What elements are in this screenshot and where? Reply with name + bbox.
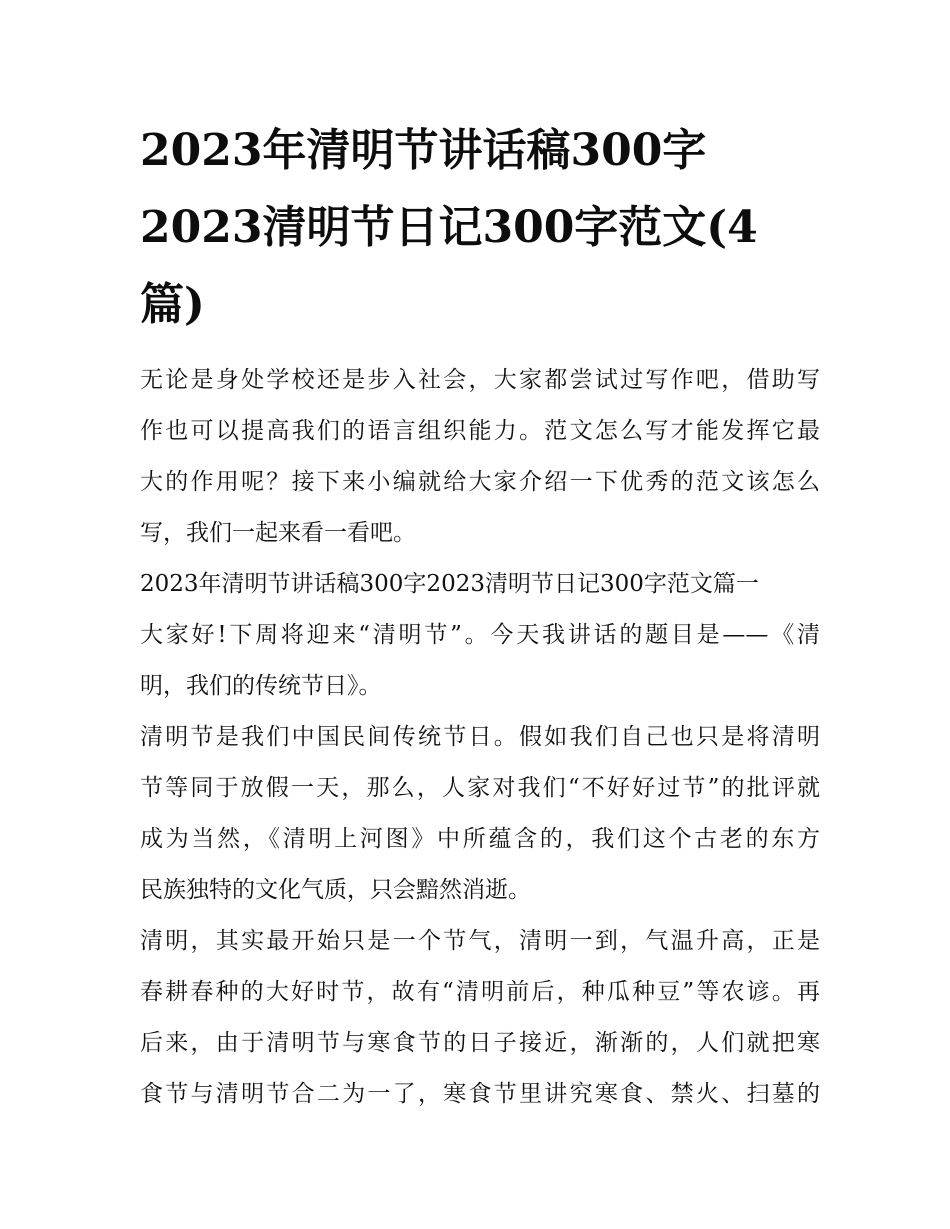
greeting-line-2: 明，我们的传统节日》。 [140,673,382,699]
history-line-1: 清明，其实最开始只是一个节气，清明一到，气温升高，正是 [140,928,820,954]
intro-line-4: 写，我们一起来看一看吧。 [140,520,416,546]
section-heading-line: 2023年清明节讲话稿300字2023清明节日记300字范文篇一 [140,571,759,597]
history-line-3: 后来，由于清明节与寒食节的日子接近，渐渐的，人们就把寒 [140,1030,820,1056]
history-paragraph [140,916,820,1120]
history-line-2: 春耕春种的大好时节，故有“清明前后，种瓜种豆”等农谚。再 [140,979,820,1005]
tradition-paragraph [140,712,820,916]
section-heading-paragraph [140,559,820,610]
history-line-4: 食节与清明节合二为一了，寒食节里讲究寒食、禁火、扫墓的 [140,1081,820,1107]
document-title [140,112,830,343]
intro-line-2: 作也可以提高我们的语言组织能力。范文怎么写才能发挥它最 [140,418,820,444]
intro-paragraph [140,355,820,559]
tradition-line-3: 成为当然，《清明上河图》中所蕴含的，我们这个古老的东方 [140,826,820,852]
title-line-3: 篇) [140,279,205,330]
document-body [140,355,820,1120]
tradition-line-2: 节等同于放假一天，那么，人家对我们“不好好过节”的批评就 [140,775,820,801]
greeting-paragraph [140,610,820,712]
tradition-line-1: 清明节是我们中国民间传统节日。假如我们自己也只是将清明 [140,724,820,750]
intro-line-1: 无论是身处学校还是步入社会，大家都尝试过写作吧，借助写 [140,367,820,393]
title-line-1: 2023年清明节讲话稿300字 [140,125,707,176]
greeting-line-1: 大家好!下周将迎来“清明节”。今天我讲话的题目是——《清 [140,622,820,648]
tradition-line-4: 民族独特的文化气质，只会黯然消逝。 [140,877,531,903]
title-line-2: 2023清明节日记300字范文(4 [140,202,758,253]
intro-line-3: 大的作用呢？接下来小编就给大家介绍一下优秀的范文该怎么 [140,469,820,495]
